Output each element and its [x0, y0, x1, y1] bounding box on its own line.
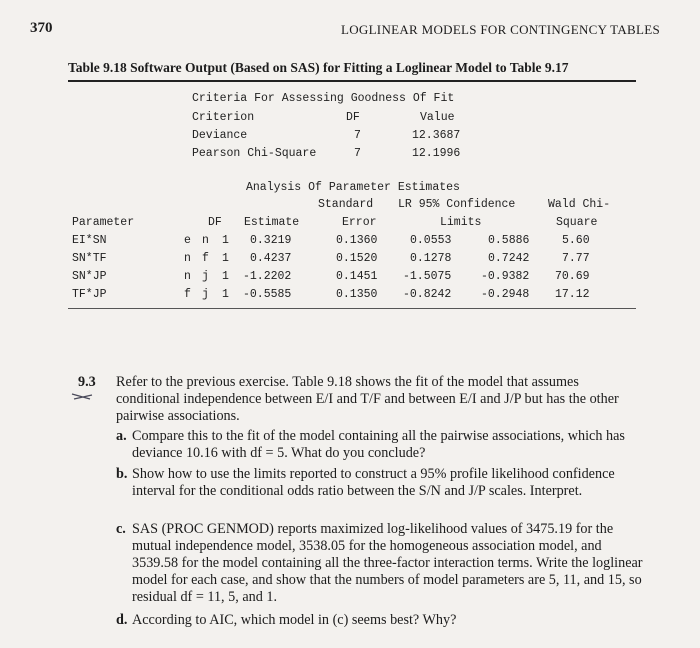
pe-parameter: TF*JP	[72, 288, 107, 301]
pe-header-lr: LR 95% Confidence	[398, 198, 516, 211]
pe-chisq: 5.60	[562, 234, 590, 247]
pe-level-1: n	[184, 270, 191, 283]
pe-level-2: n	[202, 234, 209, 247]
part-label: d.	[116, 612, 128, 628]
pe-upper: -0.2948	[481, 288, 530, 301]
gof-row-value: 12.3687	[412, 129, 461, 142]
pe-error: 0.1360	[336, 234, 378, 247]
page-number: 370	[30, 20, 53, 36]
pe-parameter: SN*JP	[72, 270, 107, 283]
pe-df: 1	[222, 252, 229, 265]
exercise-part	[116, 521, 646, 609]
exercise-part	[116, 428, 646, 464]
gof-col-value: Value	[420, 111, 455, 124]
pe-lower: -1.5075	[403, 270, 452, 283]
pe-header-estimate: Estimate	[244, 216, 300, 229]
pencil-mark-icon	[70, 390, 96, 402]
part-label: b.	[116, 466, 128, 482]
table-bottom-rule	[68, 308, 636, 309]
pe-level-1: f	[184, 288, 191, 301]
pe-estimate: -1.2202	[243, 270, 292, 283]
pe-header-parameter: Parameter	[72, 216, 135, 229]
pe-upper: -0.9382	[481, 270, 530, 283]
pe-level-2: j	[202, 288, 209, 301]
pe-estimate: -0.5585	[243, 288, 292, 301]
gof-row-criterion: Deviance	[192, 129, 248, 142]
table-top-rule	[68, 80, 636, 82]
part-label: a.	[116, 428, 127, 444]
pe-chisq: 17.12	[555, 288, 590, 301]
pe-level-1: e	[184, 234, 191, 247]
pe-chisq: 7.77	[562, 252, 590, 265]
pe-parameter: EI*SN	[72, 234, 107, 247]
pe-header-wald: Wald Chi-	[548, 198, 611, 211]
pe-header-square: Square	[556, 216, 598, 229]
running-head: LOGLINEAR MODELS FOR CONTINGENCY TABLES	[340, 22, 660, 37]
pe-header-limits: Limits	[440, 216, 482, 229]
pe-error: 0.1350	[336, 288, 378, 301]
gof-col-df: DF	[346, 111, 360, 124]
pe-lower: -0.8242	[403, 288, 452, 301]
pe-header-standard: Standard	[318, 198, 374, 211]
pe-upper: 0.5886	[488, 234, 530, 247]
pe-error: 0.1520	[336, 252, 378, 265]
part-text: Show how to use the limits reported to construct a 95% profile likelihood confidence interval for the conditional odds ratio between the S/N and J/P scales. Interpret.	[132, 466, 615, 499]
gof-row-value: 12.1996	[412, 147, 461, 160]
pe-estimate: 0.4237	[250, 252, 292, 265]
pe-level-1: n	[184, 252, 191, 265]
pe-title: Analysis Of Parameter Estimates	[246, 181, 460, 194]
pe-level-2: f	[202, 252, 209, 265]
part-text: SAS (PROC GENMOD) reports maximized log-likelihood values of 3475.19 for the mutual independence model, 3538.05 for the homogeneous association model, and 3539.58 for the model containing all the three-factor interaction terms. Write the loglinear model for each case, and show that the numbers of model parameters are 5, 11, and 15, so residual df = 11, 5, and 1.	[132, 521, 643, 605]
pe-df: 1	[222, 270, 229, 283]
exercise-part	[116, 612, 646, 630]
exercise-number: 9.3	[78, 374, 96, 390]
pe-error: 0.1451	[336, 270, 378, 283]
pe-estimate: 0.3219	[250, 234, 292, 247]
exercise-part	[116, 466, 646, 520]
page-header	[30, 20, 660, 42]
pe-df: 1	[222, 234, 229, 247]
gof-title: Criteria For Assessing Goodness Of Fit	[192, 92, 455, 105]
pe-parameter: SN*TF	[72, 252, 107, 265]
gof-row-df: 7	[354, 147, 361, 160]
pe-level-2: j	[202, 270, 209, 283]
part-text: According to AIC, which model in (c) seems best? Why?	[132, 612, 457, 628]
pe-df: 1	[222, 288, 229, 301]
gof-row-df: 7	[354, 129, 361, 142]
pe-lower: 0.1278	[410, 252, 452, 265]
pe-header-error: Error	[342, 216, 377, 229]
gof-col-criterion: Criterion	[192, 111, 255, 124]
part-label: c.	[116, 521, 126, 537]
pe-upper: 0.7242	[488, 252, 530, 265]
gof-row-criterion: Pearson Chi-Square	[192, 147, 317, 160]
table-caption: Table 9.18 Software Output (Based on SAS) for Fitting a Loglinear Model to Table 9.17	[68, 60, 569, 75]
part-text: Compare this to the fit of the model containing all the pairwise associations, which has deviance 10.16 with df = 5. What do you conclude?	[132, 428, 625, 461]
pe-header-df: DF	[208, 216, 222, 229]
pe-lower: 0.0553	[410, 234, 452, 247]
exercise-main-text: Refer to the previous exercise. Table 9.18 shows the fit of the model that assumes conditional independence between E/I and T/F and between E/I and J/P but has the other pairwise associations.	[116, 374, 619, 424]
pe-chisq: 70.69	[555, 270, 590, 283]
